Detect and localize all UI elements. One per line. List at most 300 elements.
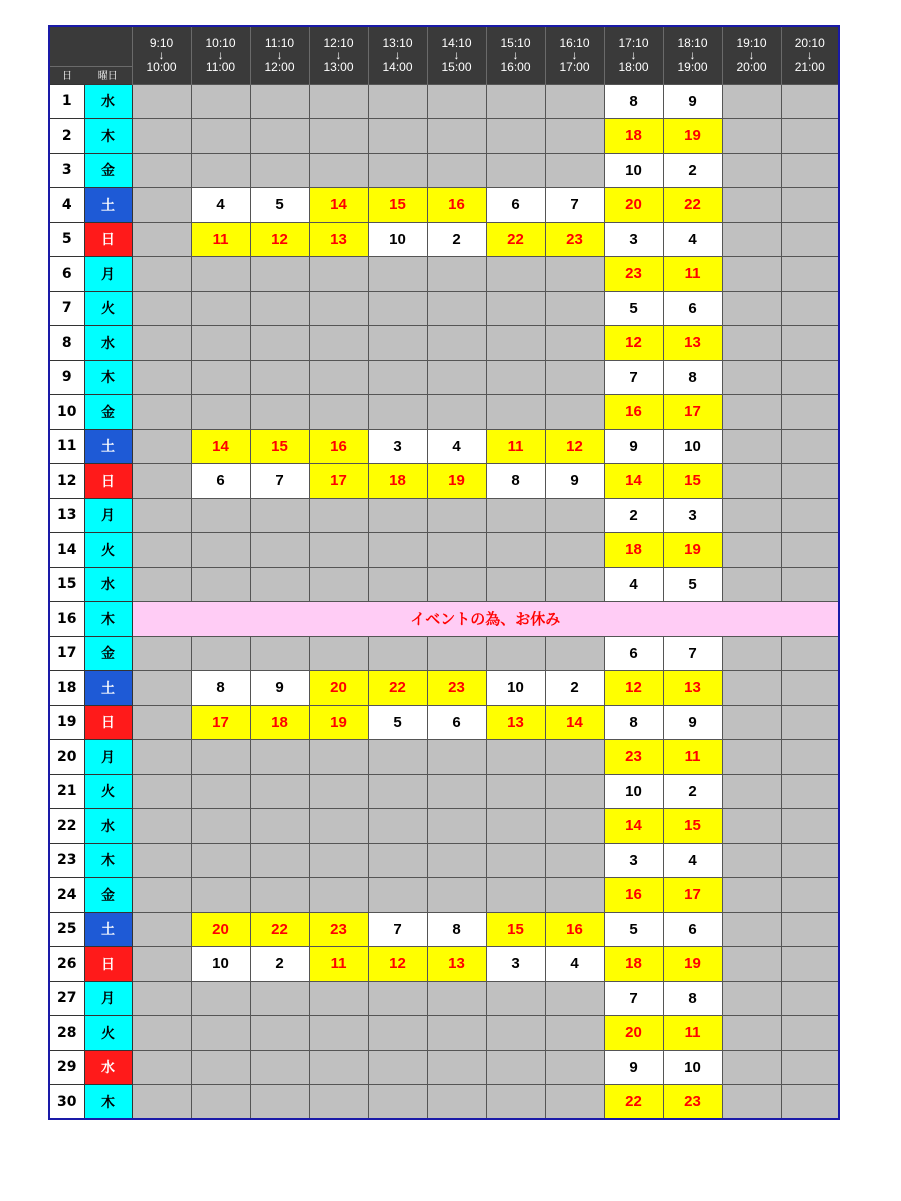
empty-slot <box>486 1050 545 1085</box>
slot-value-highlighted: 23 <box>663 1085 722 1120</box>
day-cell: 17 <box>49 636 84 671</box>
weekday-cell: 火 <box>84 291 132 326</box>
empty-slot <box>132 705 191 740</box>
time-slot-arrow: ↓ <box>276 48 283 63</box>
slot-value-highlighted: 23 <box>309 912 368 947</box>
time-slot-start: 15:10 <box>500 36 531 51</box>
weekday-cell: 日 <box>84 464 132 499</box>
day-cell: 26 <box>49 947 84 982</box>
weekday-cell: 日 <box>84 947 132 982</box>
slot-value-highlighted: 11 <box>191 222 250 257</box>
empty-slot <box>191 878 250 913</box>
day-column-header <box>49 66 84 84</box>
empty-slot <box>781 947 839 982</box>
empty-slot <box>250 1050 309 1085</box>
empty-slot <box>427 981 486 1016</box>
slot-value-highlighted: 23 <box>545 222 604 257</box>
weekday-cell: 日 <box>84 222 132 257</box>
empty-slot <box>132 533 191 568</box>
empty-slot <box>250 153 309 188</box>
empty-slot <box>486 326 545 361</box>
slot-value-highlighted: 22 <box>368 671 427 706</box>
empty-slot <box>309 1085 368 1120</box>
empty-slot <box>722 912 781 947</box>
slot-value-highlighted: 17 <box>309 464 368 499</box>
empty-slot <box>368 1085 427 1120</box>
empty-slot <box>781 1016 839 1051</box>
empty-slot <box>309 84 368 119</box>
empty-slot <box>309 1016 368 1051</box>
table-row <box>49 636 839 671</box>
empty-slot <box>545 119 604 154</box>
empty-slot <box>781 291 839 326</box>
day-cell: 19 <box>49 705 84 740</box>
schedule-body <box>49 84 839 1119</box>
empty-slot <box>545 153 604 188</box>
empty-slot <box>132 498 191 533</box>
empty-slot <box>132 981 191 1016</box>
slot-value: 8 <box>427 912 486 947</box>
empty-slot <box>250 774 309 809</box>
empty-slot <box>545 533 604 568</box>
empty-slot <box>132 257 191 292</box>
time-slot-arrow: ↓ <box>806 48 813 63</box>
time-slot-header <box>427 26 486 84</box>
empty-slot <box>191 567 250 602</box>
empty-slot <box>545 1085 604 1120</box>
empty-slot <box>132 567 191 602</box>
slot-value-highlighted: 14 <box>604 464 663 499</box>
empty-slot <box>781 1085 839 1120</box>
time-slot-end: 21:00 <box>794 60 825 75</box>
slot-value: 5 <box>663 567 722 602</box>
slot-value: 4 <box>663 222 722 257</box>
empty-slot <box>368 533 427 568</box>
slot-value-highlighted: 14 <box>604 809 663 844</box>
slot-value: 7 <box>545 188 604 223</box>
table-row <box>49 326 839 361</box>
empty-slot <box>250 291 309 326</box>
slot-value: 2 <box>545 671 604 706</box>
header-corner <box>49 26 132 66</box>
table-row <box>49 740 839 775</box>
empty-slot <box>722 809 781 844</box>
table-row <box>49 705 839 740</box>
empty-slot <box>250 809 309 844</box>
slot-value-highlighted: 19 <box>663 119 722 154</box>
weekday-cell: 火 <box>84 1016 132 1051</box>
empty-slot <box>191 809 250 844</box>
empty-slot <box>368 84 427 119</box>
empty-slot <box>781 567 839 602</box>
empty-slot <box>427 1050 486 1085</box>
empty-slot <box>545 360 604 395</box>
empty-slot <box>781 153 839 188</box>
time-slot-start: 12:10 <box>323 36 354 51</box>
time-slot-arrow: ↓ <box>630 48 637 63</box>
day-cell: 20 <box>49 740 84 775</box>
table-row <box>49 1016 839 1051</box>
slot-value-highlighted: 16 <box>309 429 368 464</box>
empty-slot <box>486 740 545 775</box>
table-row <box>49 533 839 568</box>
empty-slot <box>722 395 781 430</box>
event-closed-notice: イベントの為、お休み <box>132 602 839 637</box>
weekday-cell: 金 <box>84 153 132 188</box>
slot-value-highlighted: 16 <box>427 188 486 223</box>
empty-slot <box>781 326 839 361</box>
empty-slot <box>309 567 368 602</box>
slot-value-highlighted: 17 <box>191 705 250 740</box>
empty-slot <box>427 567 486 602</box>
day-cell: 9 <box>49 360 84 395</box>
empty-slot <box>250 533 309 568</box>
empty-slot <box>250 395 309 430</box>
slot-value: 3 <box>604 843 663 878</box>
empty-slot <box>250 878 309 913</box>
slot-value: 3 <box>604 222 663 257</box>
slot-value: 3 <box>663 498 722 533</box>
day-cell: 10 <box>49 395 84 430</box>
time-slot-arrow: ↓ <box>394 48 401 63</box>
empty-slot <box>545 774 604 809</box>
empty-slot <box>427 119 486 154</box>
time-slot-header <box>368 26 427 84</box>
empty-slot <box>132 809 191 844</box>
empty-slot <box>722 1050 781 1085</box>
empty-slot <box>545 878 604 913</box>
empty-slot <box>722 878 781 913</box>
slot-value: 8 <box>604 705 663 740</box>
table-row <box>49 84 839 119</box>
slot-value-highlighted: 11 <box>486 429 545 464</box>
empty-slot <box>309 153 368 188</box>
day-cell: 8 <box>49 326 84 361</box>
empty-slot <box>486 119 545 154</box>
empty-slot <box>722 429 781 464</box>
weekday-cell: 木 <box>84 602 132 637</box>
empty-slot <box>132 912 191 947</box>
empty-slot <box>427 878 486 913</box>
slot-value-highlighted: 15 <box>663 809 722 844</box>
empty-slot <box>132 464 191 499</box>
empty-slot <box>486 395 545 430</box>
empty-slot <box>722 705 781 740</box>
empty-slot <box>427 498 486 533</box>
time-slot-header <box>250 26 309 84</box>
weekday-cell: 水 <box>84 809 132 844</box>
slot-value: 6 <box>427 705 486 740</box>
empty-slot <box>545 498 604 533</box>
empty-slot <box>132 636 191 671</box>
empty-slot <box>486 498 545 533</box>
empty-slot <box>250 1016 309 1051</box>
empty-slot <box>427 84 486 119</box>
empty-slot <box>191 257 250 292</box>
empty-slot <box>309 498 368 533</box>
empty-slot <box>132 947 191 982</box>
slot-value-highlighted: 13 <box>663 326 722 361</box>
empty-slot <box>722 257 781 292</box>
time-slot-end: 17:00 <box>559 60 590 75</box>
day-cell: 1 <box>49 84 84 119</box>
slot-value: 8 <box>604 84 663 119</box>
empty-slot <box>427 740 486 775</box>
slot-value: 2 <box>250 947 309 982</box>
empty-slot <box>191 981 250 1016</box>
empty-slot <box>781 360 839 395</box>
day-cell: 6 <box>49 257 84 292</box>
empty-slot <box>250 84 309 119</box>
empty-slot <box>250 498 309 533</box>
weekday-cell: 木 <box>84 360 132 395</box>
empty-slot <box>722 981 781 1016</box>
slot-value: 4 <box>604 567 663 602</box>
empty-slot <box>427 326 486 361</box>
empty-slot <box>486 360 545 395</box>
slot-value-highlighted: 15 <box>250 429 309 464</box>
time-slot-end: 16:00 <box>500 60 531 75</box>
empty-slot <box>722 1085 781 1120</box>
slot-value-highlighted: 20 <box>604 188 663 223</box>
empty-slot <box>545 291 604 326</box>
empty-slot <box>132 188 191 223</box>
empty-slot <box>781 533 839 568</box>
empty-slot <box>132 291 191 326</box>
empty-slot <box>781 498 839 533</box>
table-row <box>49 912 839 947</box>
empty-slot <box>427 774 486 809</box>
slot-value-highlighted: 20 <box>604 1016 663 1051</box>
empty-slot <box>722 119 781 154</box>
empty-slot <box>781 119 839 154</box>
time-slot-arrow: ↓ <box>335 48 342 63</box>
empty-slot <box>191 326 250 361</box>
slot-value-highlighted: 14 <box>309 188 368 223</box>
weekday-cell: 月 <box>84 498 132 533</box>
time-slot-end: 10:00 <box>146 60 177 75</box>
slot-value: 9 <box>250 671 309 706</box>
slot-value-highlighted: 13 <box>486 705 545 740</box>
weekday-cell: 月 <box>84 981 132 1016</box>
empty-slot <box>781 912 839 947</box>
table-row <box>49 360 839 395</box>
empty-slot <box>132 429 191 464</box>
empty-slot <box>781 257 839 292</box>
slot-value-highlighted: 13 <box>663 671 722 706</box>
empty-slot <box>545 567 604 602</box>
empty-slot <box>545 395 604 430</box>
time-slot-start: 20:10 <box>794 36 825 51</box>
empty-slot <box>427 1085 486 1120</box>
slot-value: 8 <box>663 360 722 395</box>
empty-slot <box>250 740 309 775</box>
slot-value: 8 <box>663 981 722 1016</box>
empty-slot <box>250 843 309 878</box>
empty-slot <box>368 395 427 430</box>
empty-slot <box>368 740 427 775</box>
slot-value: 7 <box>368 912 427 947</box>
slot-value: 8 <box>486 464 545 499</box>
slot-value-highlighted: 15 <box>663 464 722 499</box>
empty-slot <box>309 257 368 292</box>
empty-slot <box>427 1016 486 1051</box>
weekday-cell: 月 <box>84 740 132 775</box>
slot-value: 5 <box>604 912 663 947</box>
empty-slot <box>132 119 191 154</box>
empty-slot <box>545 809 604 844</box>
time-slot-header <box>663 26 722 84</box>
empty-slot <box>191 360 250 395</box>
slot-value: 7 <box>250 464 309 499</box>
empty-slot <box>309 636 368 671</box>
empty-slot <box>309 878 368 913</box>
slot-value-highlighted: 20 <box>309 671 368 706</box>
empty-slot <box>781 843 839 878</box>
empty-slot <box>191 740 250 775</box>
slot-value: 4 <box>427 429 486 464</box>
empty-slot <box>368 878 427 913</box>
time-slot-header <box>722 26 781 84</box>
weekday-cell: 木 <box>84 119 132 154</box>
slot-value-highlighted: 12 <box>604 671 663 706</box>
weekday-cell: 水 <box>84 1050 132 1085</box>
day-cell: 12 <box>49 464 84 499</box>
weekday-cell: 木 <box>84 843 132 878</box>
empty-slot <box>132 153 191 188</box>
empty-slot <box>368 567 427 602</box>
empty-slot <box>781 84 839 119</box>
table-row <box>49 222 839 257</box>
slot-value: 9 <box>545 464 604 499</box>
day-cell: 30 <box>49 1085 84 1120</box>
empty-slot <box>427 153 486 188</box>
empty-slot <box>486 843 545 878</box>
empty-slot <box>722 84 781 119</box>
day-cell: 23 <box>49 843 84 878</box>
weekday-cell: 火 <box>84 533 132 568</box>
slot-value-highlighted: 19 <box>427 464 486 499</box>
empty-slot <box>250 360 309 395</box>
empty-slot <box>781 1050 839 1085</box>
slot-value-highlighted: 11 <box>663 257 722 292</box>
slot-value: 3 <box>368 429 427 464</box>
day-cell: 21 <box>49 774 84 809</box>
slot-value-highlighted: 13 <box>309 222 368 257</box>
empty-slot <box>191 153 250 188</box>
slot-value-highlighted: 23 <box>604 740 663 775</box>
slot-value-highlighted: 18 <box>250 705 309 740</box>
time-slot-start: 18:10 <box>677 36 708 51</box>
empty-slot <box>368 119 427 154</box>
time-slot-arrow: ↓ <box>689 48 696 63</box>
time-slot-end: 18:00 <box>618 60 649 75</box>
weekday-cell: 水 <box>84 326 132 361</box>
empty-slot <box>427 809 486 844</box>
empty-slot <box>250 567 309 602</box>
empty-slot <box>132 222 191 257</box>
empty-slot <box>368 153 427 188</box>
day-cell: 5 <box>49 222 84 257</box>
table-row <box>49 291 839 326</box>
empty-slot <box>368 809 427 844</box>
slot-value: 2 <box>604 498 663 533</box>
empty-slot <box>545 740 604 775</box>
empty-slot <box>132 843 191 878</box>
slot-value-highlighted: 19 <box>663 947 722 982</box>
table-row <box>49 498 839 533</box>
empty-slot <box>191 498 250 533</box>
table-row <box>49 1050 839 1085</box>
empty-slot <box>427 360 486 395</box>
slot-value-highlighted: 17 <box>663 395 722 430</box>
empty-slot <box>427 843 486 878</box>
header-row-times <box>49 26 839 66</box>
time-slot-header <box>191 26 250 84</box>
empty-slot <box>368 326 427 361</box>
weekday-cell: 木 <box>84 1085 132 1120</box>
slot-value-highlighted: 18 <box>604 119 663 154</box>
empty-slot <box>368 498 427 533</box>
empty-slot <box>368 1016 427 1051</box>
slot-value: 7 <box>604 981 663 1016</box>
empty-slot <box>545 257 604 292</box>
slot-value: 10 <box>604 774 663 809</box>
empty-slot <box>132 1050 191 1085</box>
empty-slot <box>132 740 191 775</box>
weekday-column-header <box>84 66 132 84</box>
table-row <box>49 429 839 464</box>
table-row <box>49 188 839 223</box>
time-slot-start: 19:10 <box>736 36 767 51</box>
slot-value-highlighted: 15 <box>486 912 545 947</box>
weekday-cell: 土 <box>84 912 132 947</box>
slot-value: 7 <box>604 360 663 395</box>
slot-value-highlighted: 23 <box>427 671 486 706</box>
slot-value: 6 <box>663 291 722 326</box>
slot-value-highlighted: 14 <box>545 705 604 740</box>
empty-slot <box>722 291 781 326</box>
empty-slot <box>486 809 545 844</box>
slot-value-highlighted: 22 <box>250 912 309 947</box>
empty-slot <box>781 774 839 809</box>
empty-slot <box>191 533 250 568</box>
empty-slot <box>132 360 191 395</box>
empty-slot <box>368 1050 427 1085</box>
time-slot-arrow: ↓ <box>217 48 224 63</box>
table-row <box>49 153 839 188</box>
slot-value: 2 <box>663 774 722 809</box>
slot-value-highlighted: 22 <box>604 1085 663 1120</box>
time-slot-start: 17:10 <box>618 36 649 51</box>
time-slot-end: 20:00 <box>736 60 767 75</box>
empty-slot <box>368 257 427 292</box>
empty-slot <box>722 1016 781 1051</box>
slot-value-highlighted: 18 <box>604 533 663 568</box>
empty-slot <box>191 395 250 430</box>
empty-slot <box>722 188 781 223</box>
empty-slot <box>191 1050 250 1085</box>
empty-slot <box>781 981 839 1016</box>
slot-value-highlighted: 16 <box>604 395 663 430</box>
empty-slot <box>250 119 309 154</box>
empty-slot <box>309 1050 368 1085</box>
empty-slot <box>722 222 781 257</box>
empty-slot <box>781 878 839 913</box>
empty-slot <box>250 326 309 361</box>
table-row <box>49 878 839 913</box>
weekday-cell: 日 <box>84 705 132 740</box>
